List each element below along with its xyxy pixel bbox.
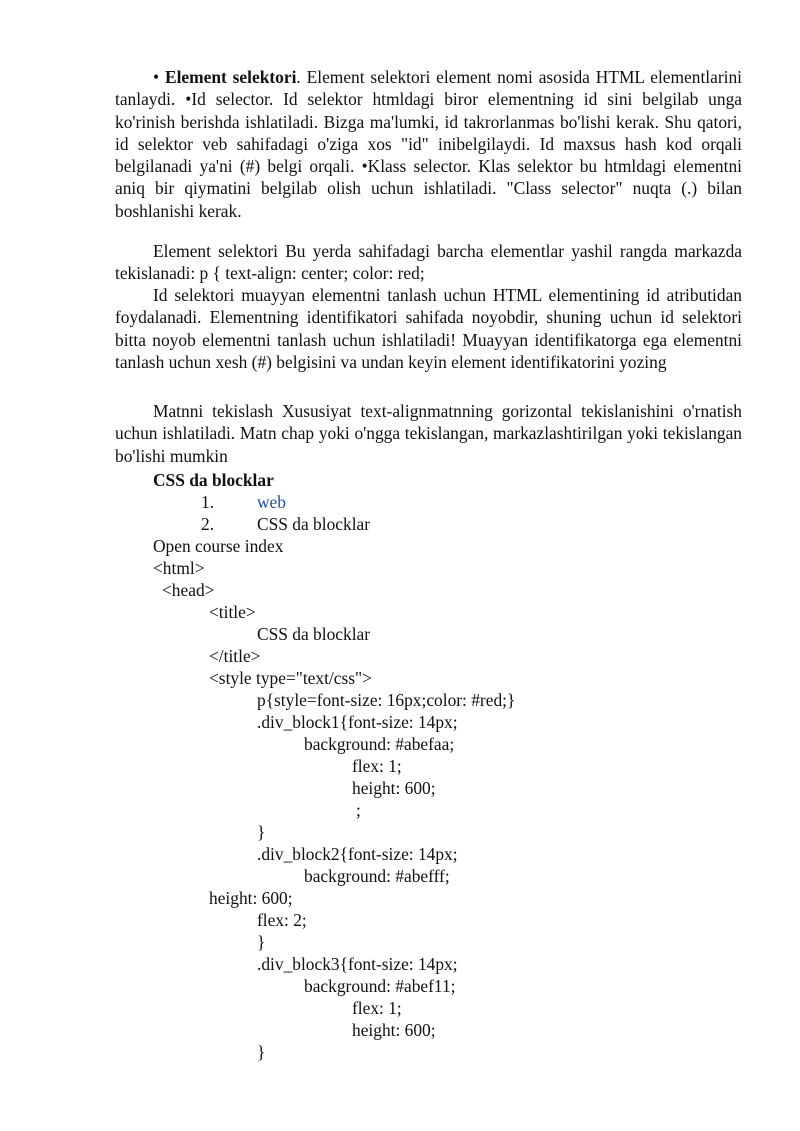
bold-term: Element selektori [164, 67, 297, 87]
code-line: .div_block2{font-size: 14px; [257, 844, 458, 864]
code-line: flex: 2; [257, 910, 307, 930]
code-line: height: 600; [352, 1020, 436, 1040]
bullet: • [153, 67, 160, 87]
code-line: height: 600; [352, 778, 436, 798]
paragraph-id-selector: Id selektori muayyan elementni tanlash uchun HTML elementining id atributidan foydalanadi. Elementning identifikatori sahifada noyobdir, shuning uchun id selektori bitta noyob elementni tanlash uchun ishlatiladi! Muayyan identifikatorga ega elementni tanlash uchun xesh (#) belgisini va undan keyin element identifikatorini yozing [115, 285, 742, 372]
code-line: <html> [153, 558, 205, 578]
code-line: flex: 1; [352, 756, 402, 776]
code-line: .div_block1{font-size: 14px; [257, 712, 458, 732]
code-line: background: #abefff; [304, 866, 450, 886]
code-line: p{style=font-size: 16px;color: #red;} [257, 690, 516, 710]
web-link[interactable]: web [257, 492, 286, 512]
paragraph-text-align: Matnni tekislash Xususiyat text-alignmatnning gorizontal tekislanishini o'rnatish uchun ishlatiladi. Matn chap yoki o'ngga tekislangan, markazlashtirilgan yoki tekislangan bo'lishi mumkin [115, 401, 742, 466]
list-item-label: CSS da blocklar [257, 514, 371, 534]
paragraph-element-selector [115, 66, 742, 222]
code-line: } [257, 1042, 266, 1062]
code-line: } [257, 822, 266, 842]
code-line: <title> [209, 602, 256, 622]
code-line: background: #abefaa; [304, 734, 455, 754]
code-line: height: 600; [209, 888, 293, 908]
open-course-index: Open course index [153, 536, 284, 556]
code-line: </title> [209, 646, 261, 666]
code-line: } [257, 932, 266, 952]
code-line: <style type="text/css"> [209, 668, 372, 688]
list-item-number: 2. [201, 514, 215, 534]
code-line: ; [356, 800, 361, 820]
code-line: background: #abef11; [304, 976, 456, 996]
list-item-number: 1. [201, 492, 215, 512]
code-line: <head> [162, 580, 215, 600]
code-line: flex: 1; [352, 998, 402, 1018]
paragraph-text: . Element selektori element nomi asosida HTML elementlarini tanlaydi. •Id selector. Id selektor htmldagi biror elementning id sini belgilab unga ko'rinish berishda ishlatiladi. Bizga ma'lumki, id takrorlanmas bo'lishi kerak. Shu qatori, id selektor veb sahifadagi o'ziga xos "id" inibelgilaydi. Id maxsus hash kod orqali belgilanadi ya'ni (#) belgi orqali. •Klass selector. Klas selektor bu htmldagi elementni aniq bir qiymatini belgilab olish uchun ishlatiladi. "Class selector" nuqta (.) bilan boshlanishi kerak. [115, 67, 742, 221]
code-line: CSS da blocklar [257, 624, 371, 644]
code-line: .div_block3{font-size: 14px; [257, 954, 458, 974]
section-heading: CSS da blocklar [153, 470, 274, 490]
paragraph-element-selector-example: Element selektori Bu yerda sahifadagi barcha elementlar yashil rangda markazda tekislanadi: p { text-align: center; color: red; [115, 241, 742, 284]
